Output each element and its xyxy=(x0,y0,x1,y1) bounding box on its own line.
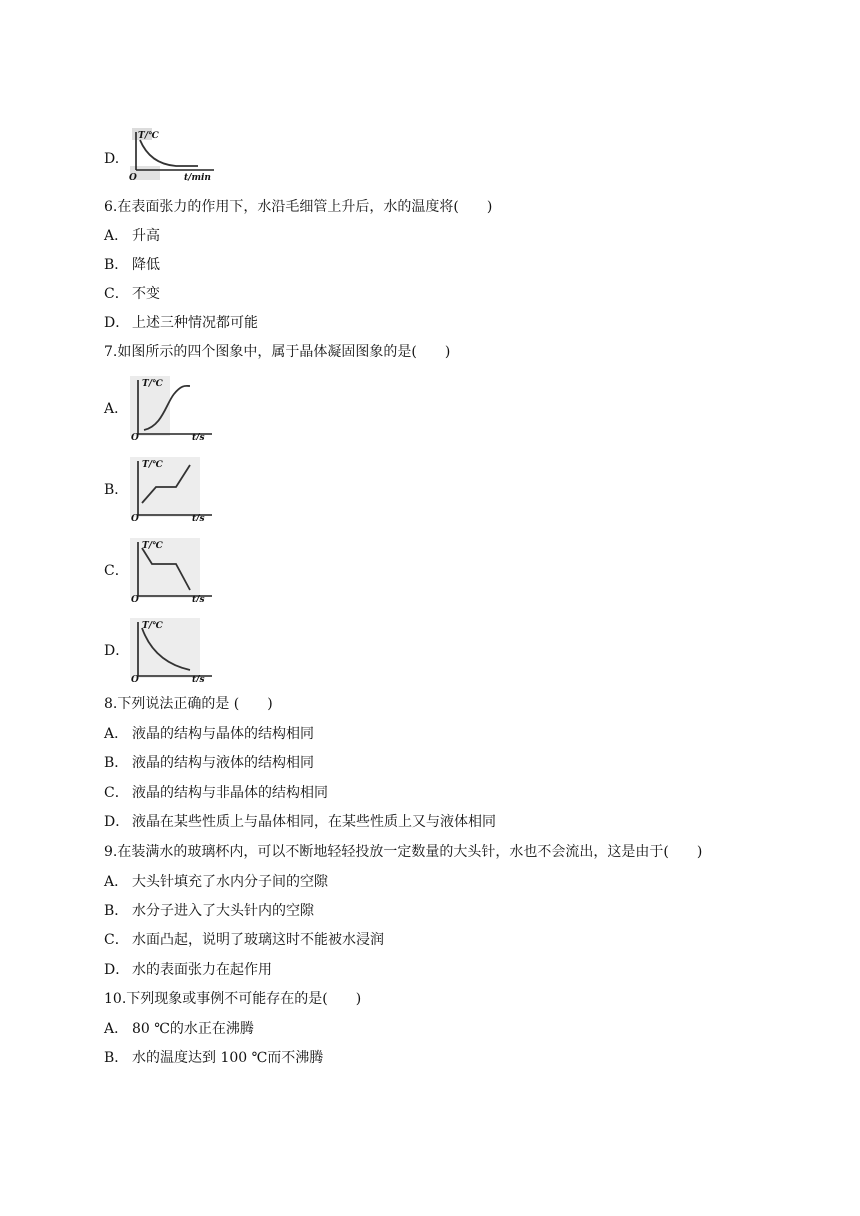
q8-option-d[interactable]: D． 液晶在某些性质上与晶体相同，在某些性质上又与液体相同 xyxy=(104,814,496,830)
q8-option-c[interactable]: C． 液晶的结构与非晶体的结构相同 xyxy=(104,785,328,801)
svg-text:O: O xyxy=(131,514,139,521)
option-letter: C． xyxy=(104,563,129,579)
svg-text:t/min: t/min xyxy=(184,173,211,183)
q6-stem: 6.在表面张力的作用下，水沿毛细管上升后，水的温度将( ) xyxy=(104,199,493,215)
graph-crystal-solidification xyxy=(128,536,220,602)
svg-text:T/℃: T/℃ xyxy=(138,131,159,141)
option-letter: D． xyxy=(104,643,130,659)
q10-option-b[interactable]: B． 水的温度达到 100 ℃而不沸腾 xyxy=(104,1050,324,1066)
q10-option-a[interactable]: A． 80 ℃的水正在沸腾 xyxy=(104,1021,254,1037)
q9-option-a[interactable]: A． 大头针填充了水内分子间的空隙 xyxy=(104,874,328,890)
q10-stem: 10.下列现象或事例不可能存在的是( ) xyxy=(104,991,362,1007)
q9-option-b[interactable]: B． 水分子进入了大头针内的空隙 xyxy=(104,903,314,919)
svg-text:t/s: t/s xyxy=(192,433,205,440)
q9-option-c[interactable]: C． 水面凸起，说明了玻璃这时不能被水浸润 xyxy=(104,932,384,948)
svg-text:T/℃: T/℃ xyxy=(142,541,163,551)
svg-text:T/℃: T/℃ xyxy=(142,460,163,470)
svg-text:O: O xyxy=(129,173,137,183)
q6-option-b[interactable]: B． 降低 xyxy=(104,257,160,273)
option-letter: A． xyxy=(104,401,129,417)
svg-text:t/s: t/s xyxy=(192,675,205,682)
svg-text:O: O xyxy=(131,433,139,440)
graph-melting-curve xyxy=(128,374,220,440)
q9-option-d[interactable]: D． 水的表面张力在起作用 xyxy=(104,962,272,978)
svg-text:O: O xyxy=(131,675,139,682)
svg-text:t/s: t/s xyxy=(192,514,205,521)
q9-stem: 9.在装满水的玻璃杯内，可以不断地轻轻投放一定数量的大头针，水也不会流出，这是由于( ) xyxy=(104,844,703,860)
option-letter: B． xyxy=(104,482,129,498)
q8-option-b[interactable]: B． 液晶的结构与液体的结构相同 xyxy=(104,755,314,771)
svg-text:O: O xyxy=(131,595,139,602)
q8-stem: 8.下列说法正确的是 ( ) xyxy=(104,696,273,712)
q6-option-a[interactable]: A． 升高 xyxy=(104,228,160,244)
option-letter: D. xyxy=(104,151,120,167)
svg-text:T/℃: T/℃ xyxy=(142,379,163,389)
graph-cooling-curve-min xyxy=(128,126,220,184)
svg-text:T/℃: T/℃ xyxy=(142,621,163,631)
graph-amorphous-solidification xyxy=(128,616,220,682)
q7-stem: 7.如图所示的四个图象中，属于晶体凝固图象的是( ) xyxy=(104,344,451,360)
q8-option-a[interactable]: A． 液晶的结构与晶体的结构相同 xyxy=(104,726,314,742)
svg-text:t/s: t/s xyxy=(192,595,205,602)
q6-option-d[interactable]: D． 上述三种情况都可能 xyxy=(104,315,258,331)
q6-option-c[interactable]: C． 不变 xyxy=(104,286,160,302)
graph-crystal-melting xyxy=(128,455,220,521)
